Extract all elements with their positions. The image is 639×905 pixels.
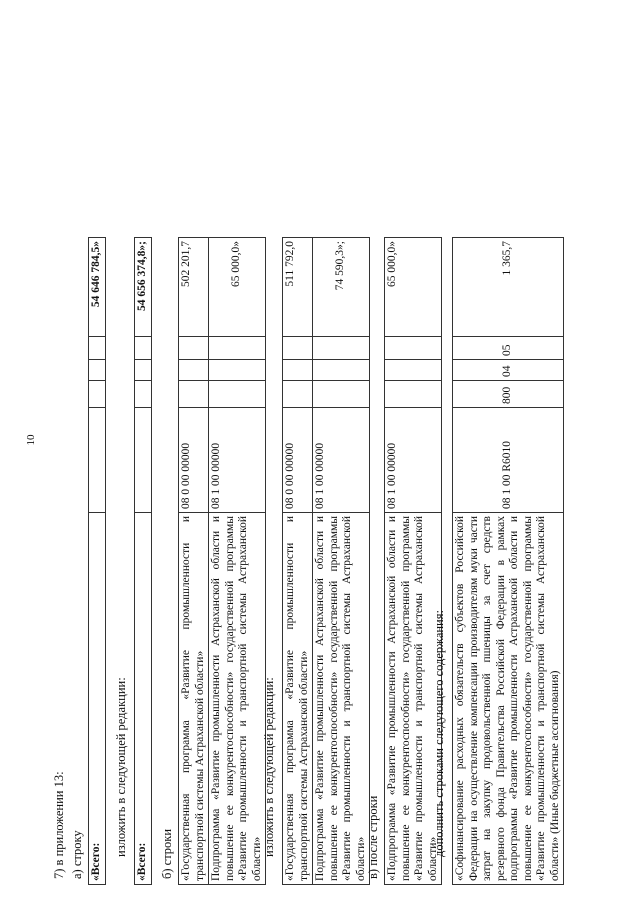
row-pr: 05 [453, 337, 564, 360]
table-final [452, 237, 564, 885]
row-value: 502 201,7 [179, 238, 209, 337]
row-pr [135, 337, 152, 360]
row-value: 511 792,0 [283, 238, 313, 337]
row-vr [313, 381, 370, 408]
row-name: «Государственная программа «Развитие промышленности и транспортной системы Астраханской области» [179, 513, 209, 885]
row-vr [209, 381, 266, 408]
row-rz [135, 360, 152, 381]
amendment-heading: 7) в приложении 13: [52, 771, 66, 879]
section-a-label: а) строку [70, 830, 84, 879]
row-code: 08 1 00 00000 [385, 408, 442, 513]
row-rz [385, 360, 442, 381]
table-row [313, 238, 370, 885]
row-rz [313, 360, 370, 381]
row-rz [283, 360, 313, 381]
row-pr [283, 337, 313, 360]
page-number: 10 [25, 434, 37, 446]
table-row [453, 238, 564, 885]
add-label: дополнить строками следующего содержания: [432, 610, 446, 857]
row-vr [179, 381, 209, 408]
row-rz [209, 360, 266, 381]
table-a-old [88, 237, 106, 885]
row-vr: 800 [453, 381, 564, 408]
table-b-old [178, 237, 266, 885]
table-a-new [134, 237, 152, 885]
row-pr [209, 337, 266, 360]
row-rz [89, 360, 106, 381]
table-row [135, 238, 152, 885]
row-pr [179, 337, 209, 360]
row-name: Подпрограмма «Развитие промышленности Астраханской области и повышение ее конкурентоспособности» государственной программы «Развитие промышленности и транспортной системы Астраханской области» [313, 513, 370, 885]
row-name: «Всего: [89, 513, 106, 885]
row-code: 08 1 00 00000 [313, 408, 370, 513]
table-row [283, 238, 313, 885]
replace-label-1: изложить в следующей редакции: [114, 677, 128, 857]
row-code: 08 1 00 00000 [209, 408, 266, 513]
section-v-label: в) после строки [366, 795, 380, 879]
section-b-label: б) строки [160, 828, 174, 879]
row-value: 74 590,3»; [313, 238, 370, 337]
table-row [89, 238, 106, 885]
row-name: «Государственная программа «Развитие промышленности и транспортной системы Астраханской области» [283, 513, 313, 885]
row-name: «Софинансирование расходных обязательств субъектов Российской Федерации на осуществление компенсации производителям муки части затрат на закупку продовольственной пшеницы за счет средств резервного фонда Правительства Российской Федерации в рамках подпрограммы «Развитие промышленности Астраханской области и повышение ее конкурентоспособности» государственной программы «Развитие промышленности и транспортной системы Астраханской области» (Иные бюджетные ассигнования) [453, 513, 564, 885]
row-pr [385, 337, 442, 360]
row-value: 65 000,0» [385, 238, 442, 337]
replace-label-2: изложить в следующей редакции: [262, 677, 276, 857]
row-rz: 04 [453, 360, 564, 381]
row-vr [135, 381, 152, 408]
row-vr [89, 381, 106, 408]
row-code [135, 408, 152, 513]
row-code [89, 408, 106, 513]
table-b-new [282, 237, 370, 885]
table-row [209, 238, 266, 885]
row-vr [385, 381, 442, 408]
row-name: «Всего: [135, 513, 152, 885]
row-name: Подпрограмма «Развитие промышленности Астраханской области и повышение ее конкурентоспособности» государственной программы «Развитие промышленности и транспортной системы Астраханской области» [209, 513, 266, 885]
row-vr [283, 381, 313, 408]
row-value: 54 646 784,5» [89, 238, 106, 337]
row-pr [89, 337, 106, 360]
row-value: 1 365,7 [453, 238, 564, 337]
table-row [179, 238, 209, 885]
row-code: 08 1 00 R6010 [453, 408, 564, 513]
row-value: 54 656 374,8»; [135, 238, 152, 337]
row-name: «Подпрограмма «Развитие промышленности Астраханской области и повышение ее конкурентоспособности» государственной программы «Развитие промышленности и транспортной системы Астраханской области» [385, 513, 442, 885]
row-pr [313, 337, 370, 360]
row-rz [179, 360, 209, 381]
row-code: 08 0 00 00000 [179, 408, 209, 513]
row-code: 08 0 00 00000 [283, 408, 313, 513]
row-value: 65 000,0» [209, 238, 266, 337]
